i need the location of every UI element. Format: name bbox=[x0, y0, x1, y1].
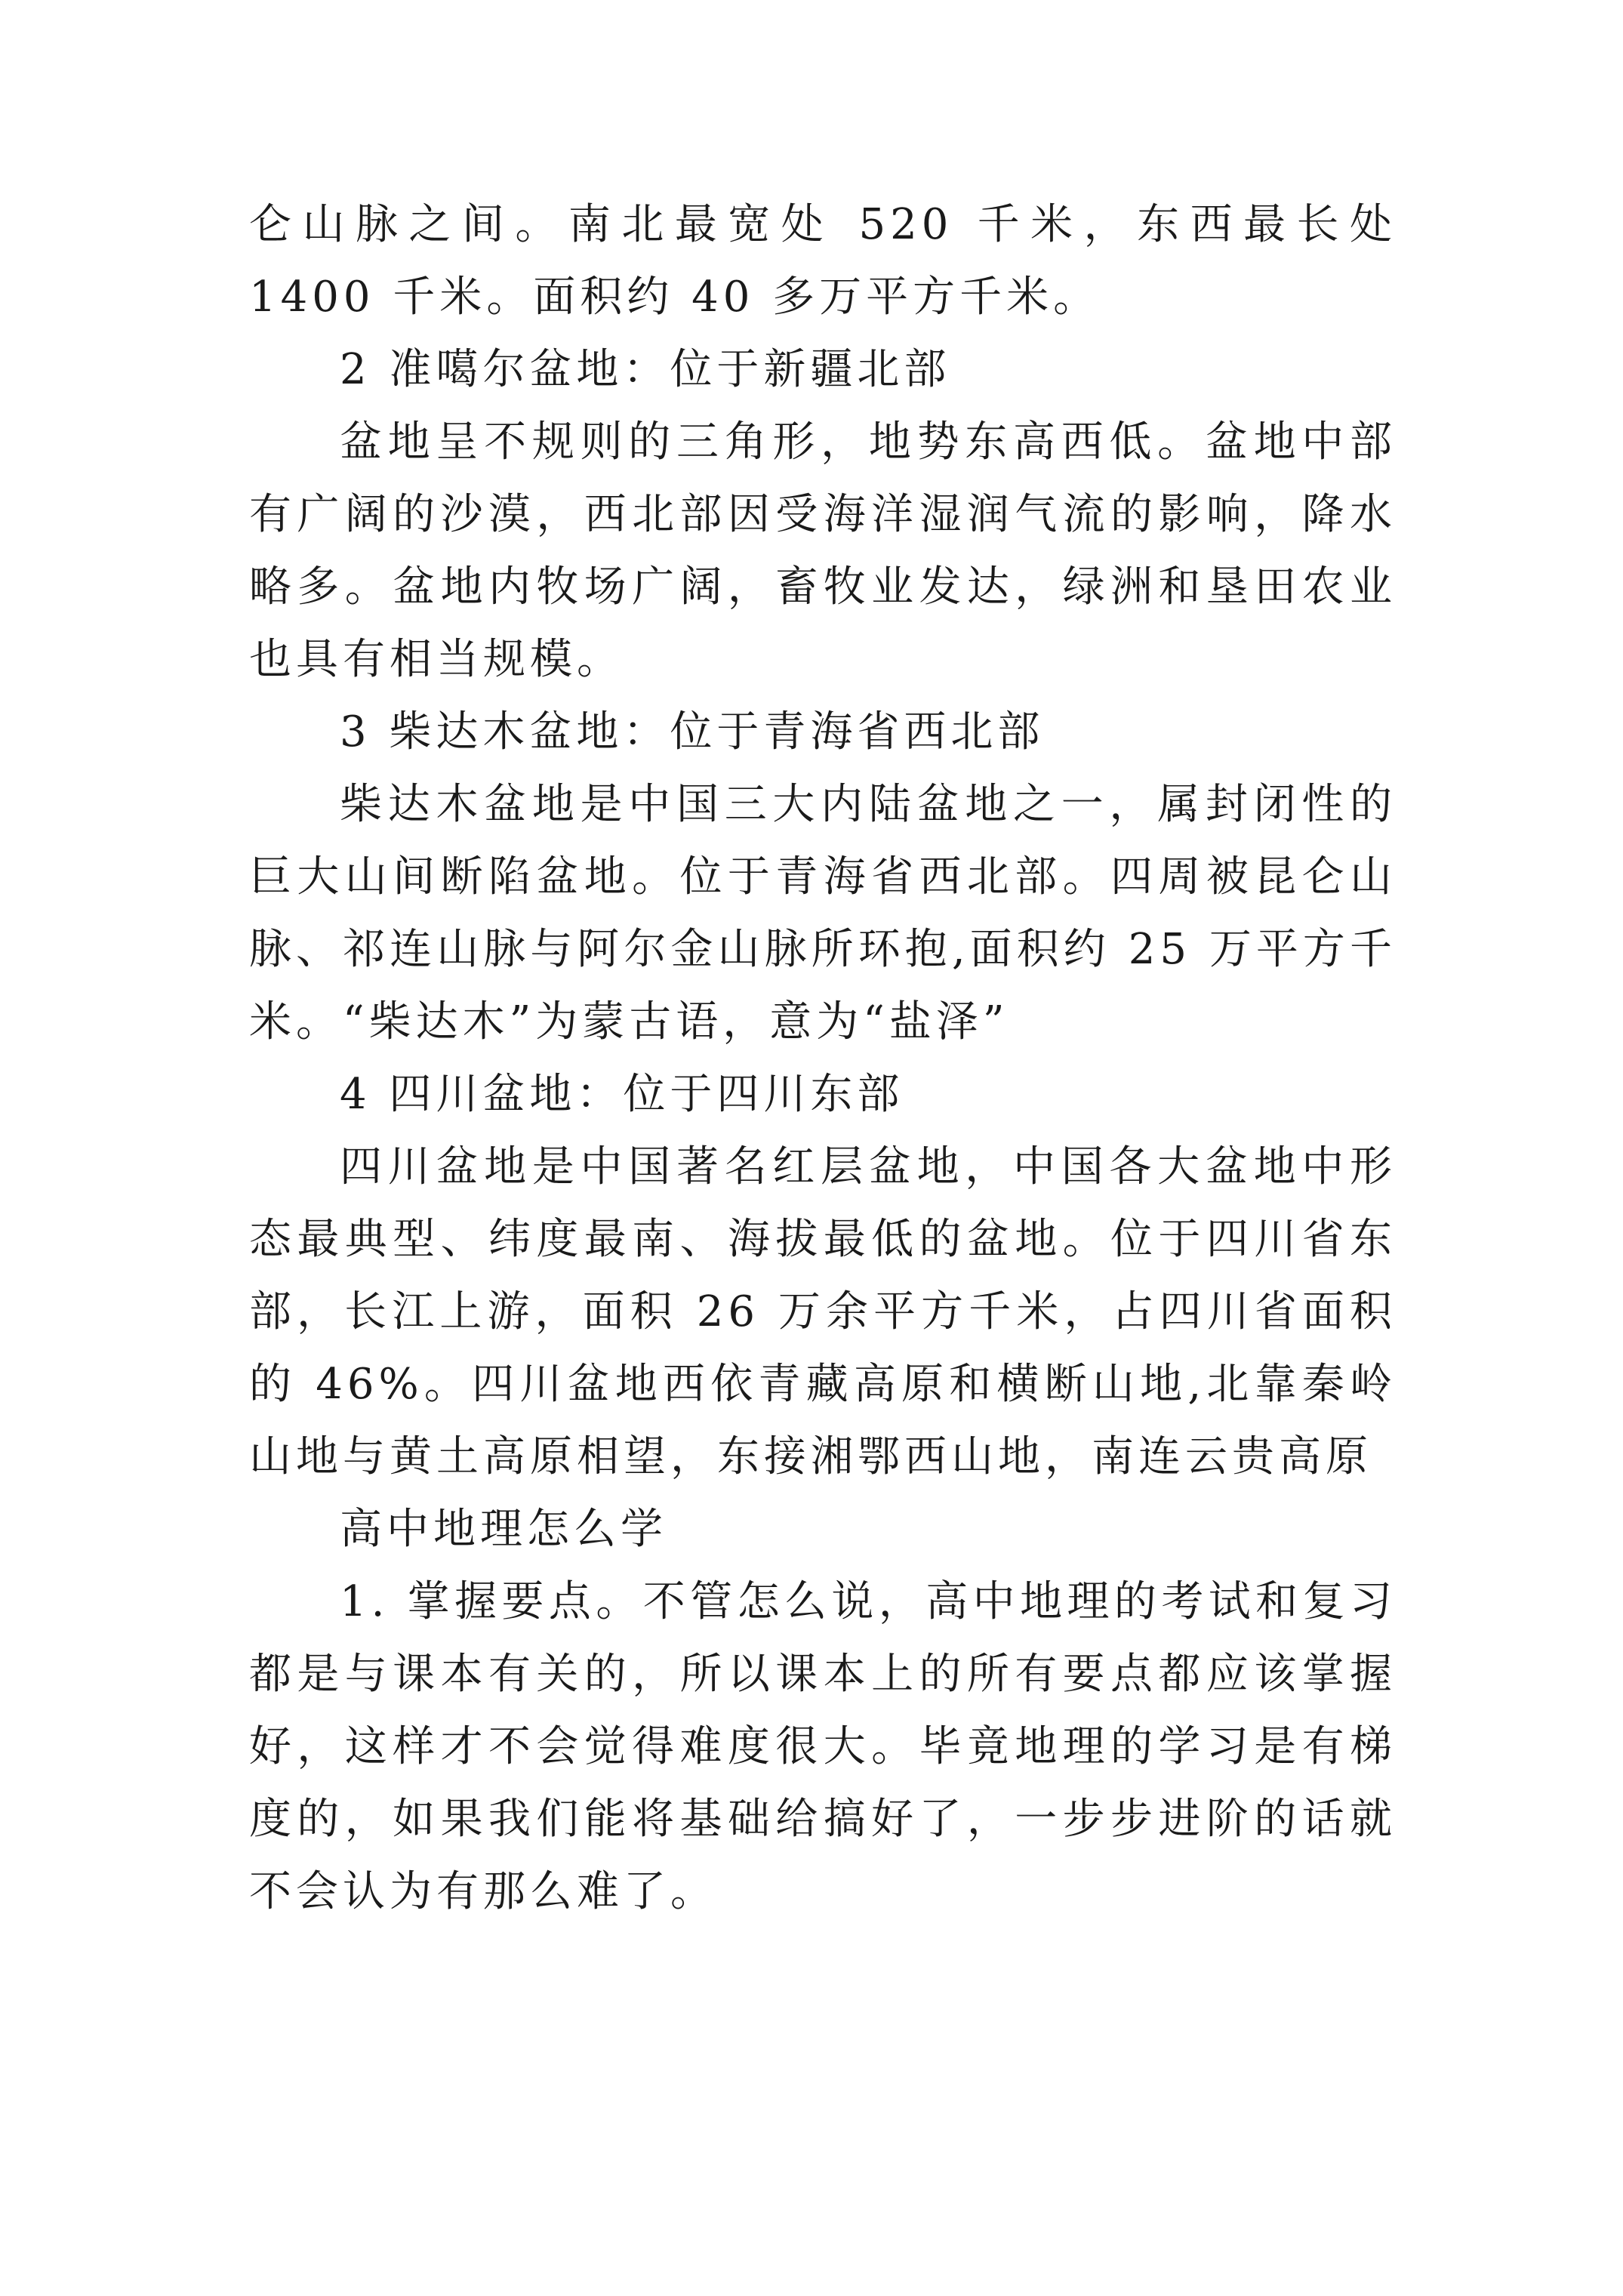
paragraph-sichuan-basin: 四川盆地是中国著名红层盆地，中国各大盆地中形态最典型、纬度最南、海拔最低的盆地。位于四川省东部，长江上游，面积 26 万余平方千米，占四川省面积的 46%。四川盆地西依青藏高原和横断山地,北靠秦岭山地与黄土高原相望，东接湘鄂西山地，南连云贵高原 bbox=[249, 1142, 1397, 1481]
section-heading-how-to-learn: 高中地理怎么学 bbox=[340, 1505, 667, 1554]
section-heading-junggar-basin: 2 准噶尔盆地：位于新疆北部 bbox=[340, 345, 951, 394]
paragraph-how-to-learn: 1. 掌握要点。不管怎么说，高中地理的考试和复习都是与课本有关的，所以课本上的所有要点都应该掌握好，这样才不会觉得难度很大。毕竟地理的学习是有梯度的，如果我们能将基础给搞好了，一步步进阶的话就不会认为有那么难了。 bbox=[249, 1577, 1397, 1916]
paragraph-junggar-basin: 盆地呈不规则的三角形，地势东高西低。盆地中部有广阔的沙漠，西北部因受海洋湿润气流的影响，降水略多。盆地内牧场广阔，畜牧业发达，绿洲和垦田农业也具有相当规模。 bbox=[249, 418, 1397, 684]
document-body bbox=[249, 189, 1397, 1928]
paragraph-qaidam-basin: 柴达木盆地是中国三大内陆盆地之一，属封闭性的巨大山间断陷盆地。位于青海省西北部。四周被昆仑山脉、祁连山脉与阿尔金山脉所环抱,面积约 25 万平方千米。“柴达木”为蒙古语，意为“盐泽” bbox=[249, 780, 1397, 1046]
section-heading-sichuan-basin: 4 四川盆地：位于四川东部 bbox=[340, 1070, 904, 1119]
paragraph-continuation: 仑山脉之间。南北最宽处 520 千米，东西最长处 1400 千米。面积约 40 多万平方千米。 bbox=[249, 200, 1397, 322]
section-heading-qaidam-basin: 3 柴达木盆地：位于青海省西北部 bbox=[340, 707, 1045, 757]
